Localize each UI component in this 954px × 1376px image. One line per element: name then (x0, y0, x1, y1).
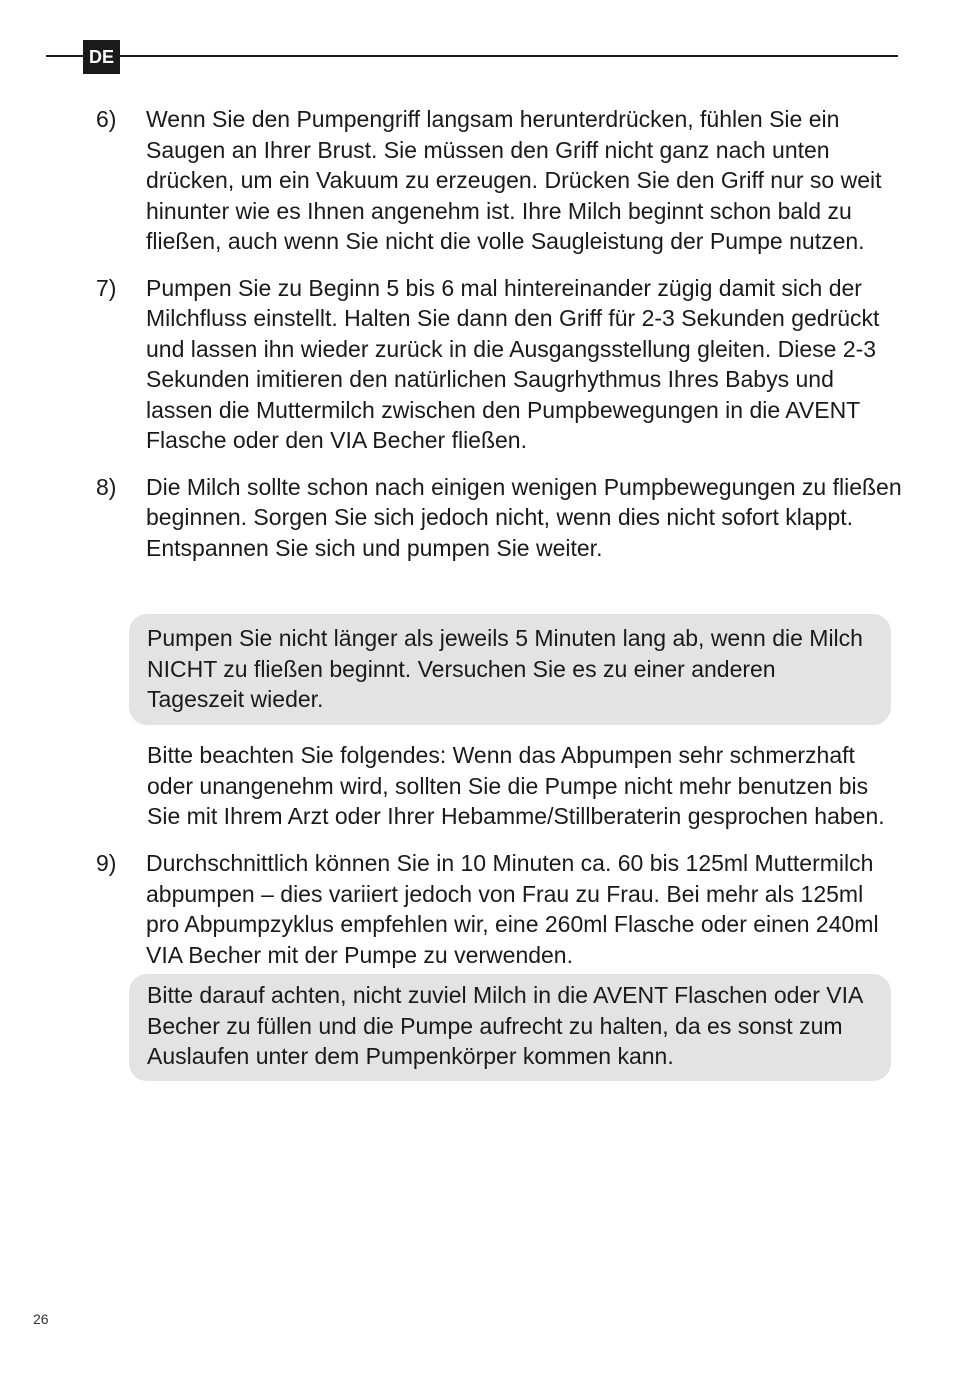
step-number: 8) (96, 473, 117, 500)
note-box-pumping-duration (129, 614, 891, 725)
language-badge: DE (83, 40, 120, 74)
step-text: Wenn Sie den Pumpengriff langsam herunterdrücken, fühlen Sie ein Saugen an Ihrer Brust. Sie müssen den Griff nicht ganz nach unten drücken, um ein Vakuum zu erzeugen. Drücken Sie den Griff nur so weit hinunter wie es Ihnen angenehm ist. Ihre Milch beginnt schon bald zu fließen, auch wenn Sie nicht die volle Saugleistung der Pumpe nutzen. (146, 106, 882, 254)
note-text: Pumpen Sie nicht länger als jeweils 5 Minuten lang ab, wenn die Milch NICHT zu fließen beginnt. Versuchen Sie es zu einer anderen Tageszeit wieder. (147, 625, 863, 712)
step-7 (96, 273, 902, 456)
note-text: Bitte darauf achten, nicht zuviel Milch in die AVENT Flaschen oder VIA Becher zu füllen und die Pumpe aufrecht zu halten, da es sonst zum Auslaufen unter dem Pumpenkörper kommen kann. (147, 982, 863, 1069)
warning-paragraph: Bitte beachten Sie folgendes: Wenn das Abpumpen sehr schmerzhaft oder unangenehm wird, sollten Sie die Pumpe nicht mehr benutzen bis Sie mit Ihrem Arzt oder Ihrer Hebamme/Stillberaterin gesprochen haben. (147, 742, 885, 829)
step-text: Durchschnittlich können Sie in 10 Minuten ca. 60 bis 125ml Muttermilch abpumpen – dies variiert jedoch von Frau zu Frau. Bei mehr als 125ml pro Abpumpzyklus empfehlen wir, eine 260ml Flasche oder einen 240ml VIA Becher mit der Pumpe zu verwenden. (146, 850, 879, 968)
steps-list (96, 104, 902, 563)
step-number: 9) (96, 850, 117, 876)
step-number: 7) (96, 274, 117, 301)
step-text: Pumpen Sie zu Beginn 5 bis 6 mal hintereinander zügig damit sich der Milchfluss einstellt. Halten Sie dann den Griff für 2-3 Sekunden gedrückt und lassen ihn wieder zurück in die Ausgangsstellung gleiten. Diese 2-3 Sekunden imitieren den natürlichen Saugrhythmus Ihres Babys und lassen die Muttermilch zwischen den Pumpbewegungen in die AVENT Flasche oder den VIA Becher fließen. (146, 274, 880, 453)
step-6 (96, 104, 902, 257)
step-text: Die Milch sollte schon nach einigen wenigen Pumpbewegungen zu fließen beginnen. Sorgen Sie sich jedoch nicht, wenn dies nicht sofort klappt. Entspannen Sie sich und pumpen Sie weiter. (146, 473, 902, 561)
page-number: 26 (33, 1311, 49, 1327)
header-rule (46, 55, 898, 57)
steps-list-continued (96, 848, 902, 970)
step-9 (96, 848, 902, 970)
note-box-overfill (129, 974, 891, 1081)
step-number: 6) (96, 106, 117, 132)
step-8 (96, 472, 902, 564)
